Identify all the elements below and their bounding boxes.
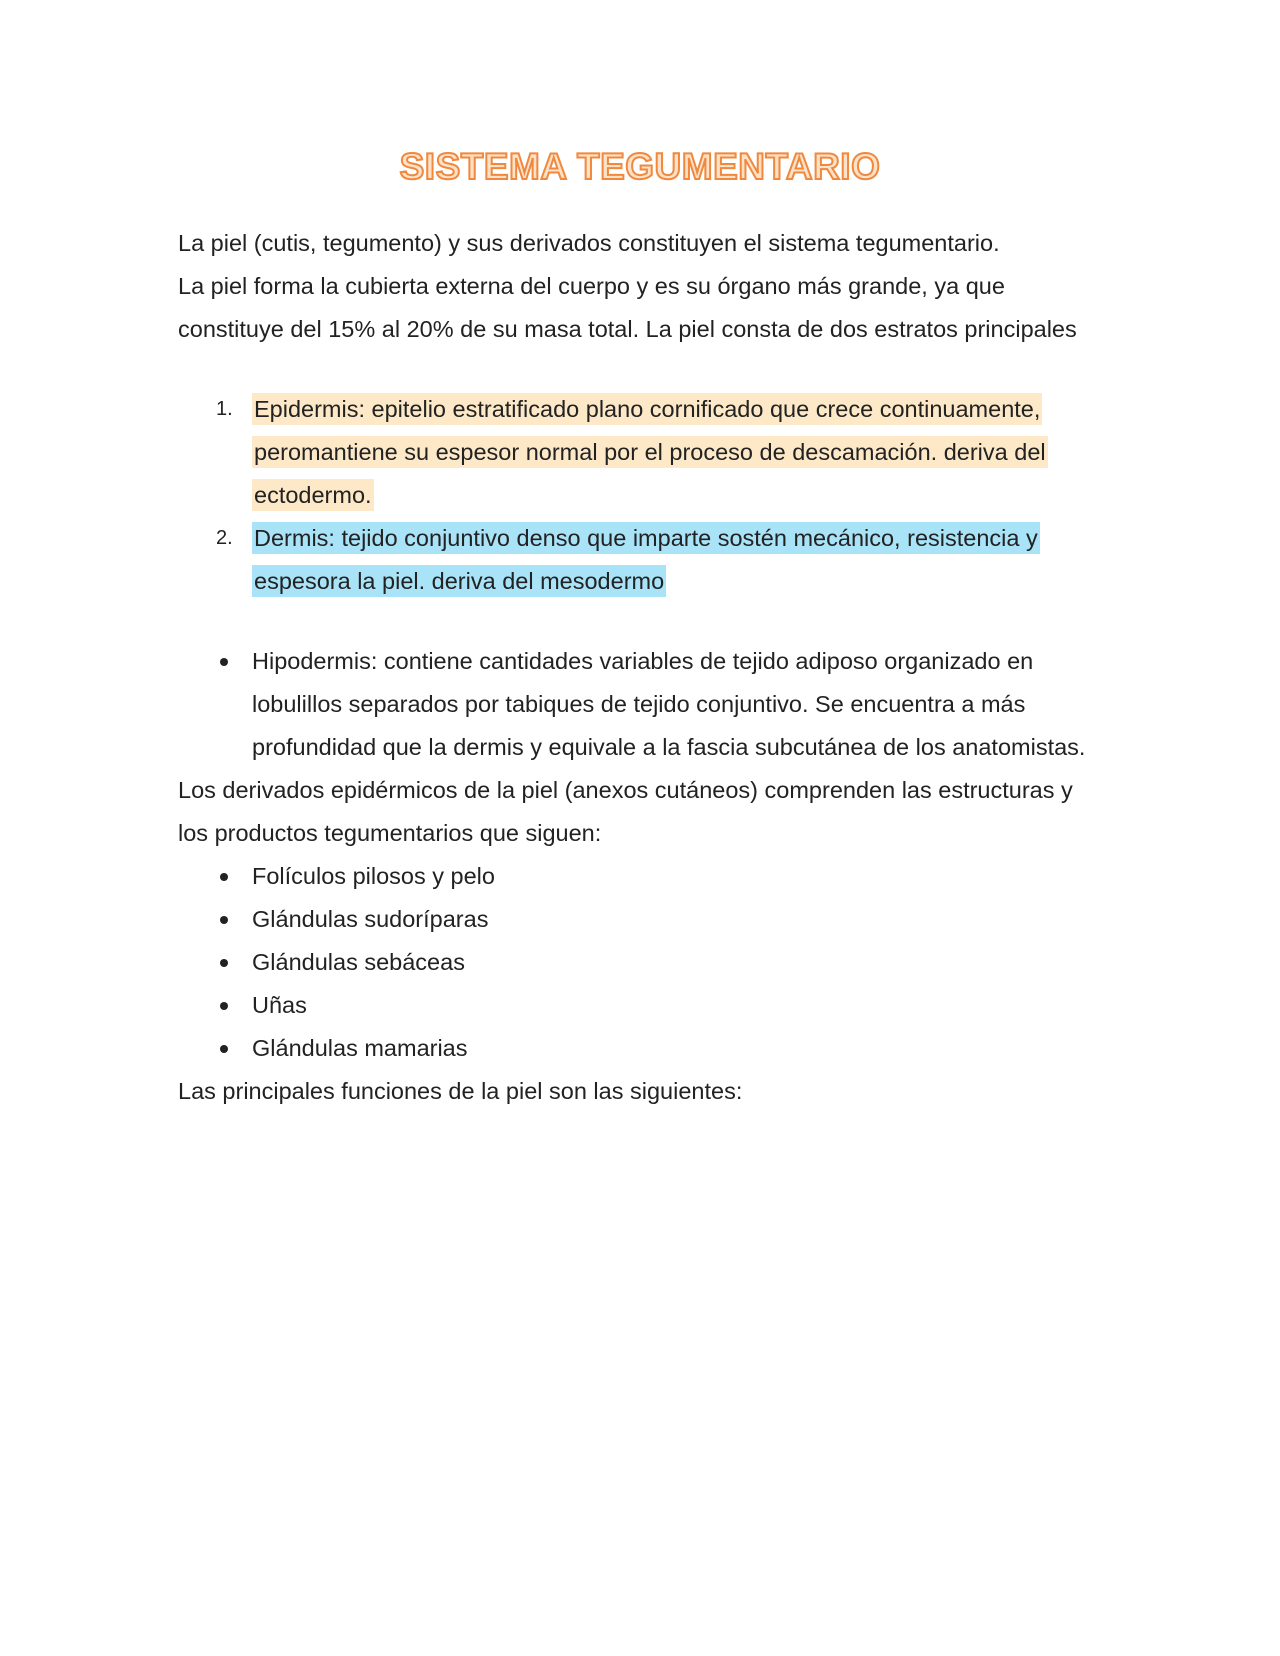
- epidermis-text: Epidermis: epitelio estratificado plano cornificado que crece continuamente, peromantiene su espesor normal por el proceso de descamación. deriva del ectodermo.: [252, 393, 1048, 511]
- derivative-text: Glándulas sebáceas: [252, 949, 465, 975]
- list-item: [178, 855, 1108, 898]
- derivative-text: Glándulas sudoríparas: [252, 906, 489, 932]
- bullet-icon: [220, 1002, 228, 1010]
- list-item: [178, 984, 1108, 1027]
- derivatives-list: [178, 855, 1108, 1070]
- functions-intro: Las principales funciones de la piel son las siguientes:: [178, 1078, 743, 1104]
- bullet-icon: [220, 959, 228, 967]
- list-item: [178, 898, 1108, 941]
- bullet-icon: [220, 658, 228, 666]
- hypodermis-text: Hipodermis: contiene cantidades variables de tejido adiposo organizado en lobulillos separados por tabiques de tejido conjuntivo. Se encuentra a más profundidad que la dermis y equivale a la fascia subcutánea de los anatomistas.: [252, 648, 1086, 760]
- spacer: [178, 603, 1108, 640]
- derivative-text: Uñas: [252, 992, 307, 1018]
- list-marker: 1.: [216, 398, 233, 420]
- list-marker: 2.: [216, 527, 233, 549]
- intro-paragraph-2: La piel forma la cubierta externa del cuerpo y es su órgano más grande, ya que constituye del 15% al 20% de su masa total. La piel consta de dos estratos principales: [178, 273, 1077, 342]
- list-item-epidermis: [178, 388, 1108, 517]
- document-body: [178, 222, 1108, 1113]
- list-item: [178, 941, 1108, 984]
- list-item-hypodermis: [178, 640, 1108, 769]
- derivatives-intro: Los derivados epidérmicos de la piel (anexos cutáneos) comprenden las estructuras y los productos tegumentarios que siguen:: [178, 777, 1073, 846]
- derivative-text: Glándulas mamarias: [252, 1035, 468, 1061]
- spacer: [178, 351, 1108, 388]
- derivative-text: Folículos pilosos y pelo: [252, 863, 495, 889]
- dermis-text: Dermis: tejido conjuntivo denso que imparte sostén mecánico, resistencia y espesora la piel. deriva del mesodermo: [252, 522, 1040, 597]
- hypodermis-list: [178, 640, 1108, 769]
- bullet-icon: [220, 1045, 228, 1053]
- page-title: SISTEMA TEGUMENTARIO: [399, 146, 881, 187]
- strata-list: [178, 388, 1108, 603]
- list-item-dermis: [178, 517, 1108, 603]
- intro-paragraph-1: La piel (cutis, tegumento) y sus derivados constituyen el sistema tegumentario.: [178, 230, 1000, 256]
- bullet-icon: [220, 916, 228, 924]
- bullet-icon: [220, 873, 228, 881]
- list-item: [178, 1027, 1108, 1070]
